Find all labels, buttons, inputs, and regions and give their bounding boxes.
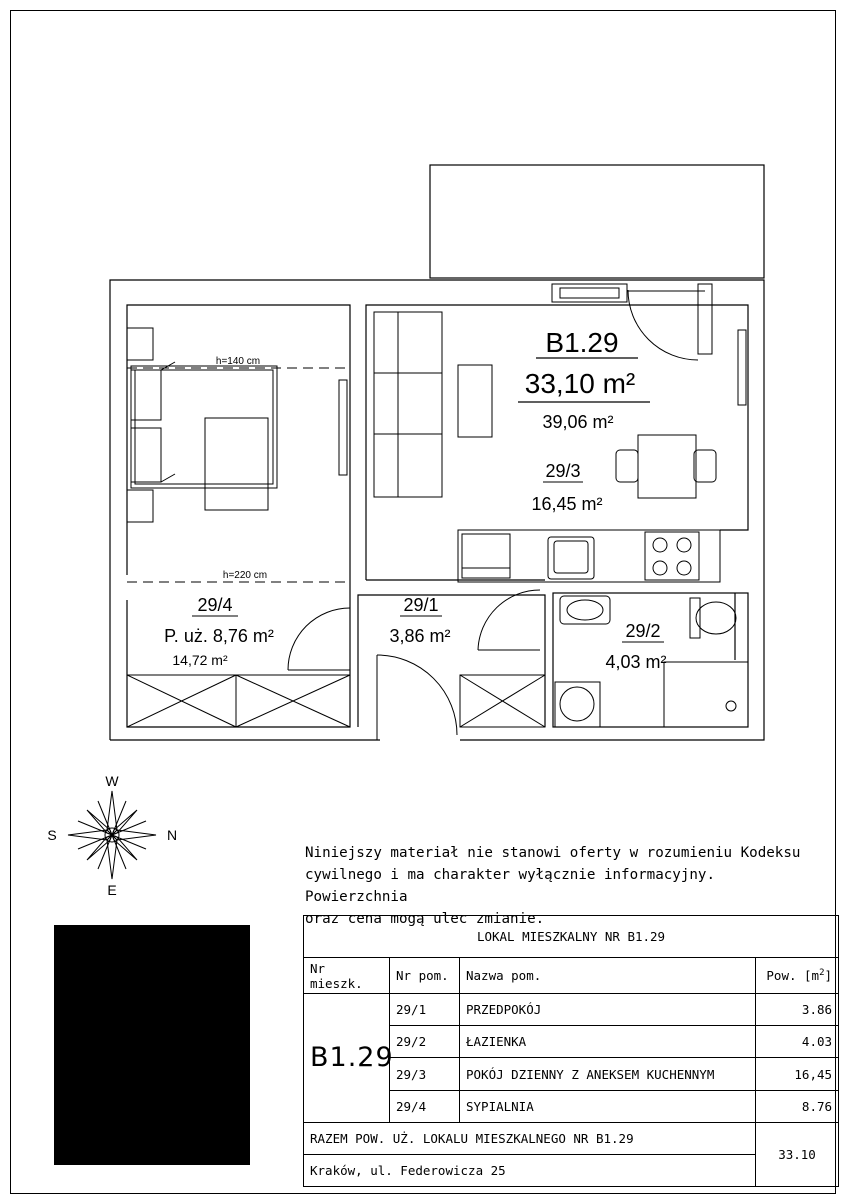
room-29-3-id: 29/3 [545, 461, 581, 481]
height-label-220: h=220 cm [222, 570, 268, 581]
row-room-name: POKÓJ DZIENNY Z ANEKSEM KUCHENNYM [460, 1058, 756, 1090]
room-29-4-extra-area: 14,72 m² [172, 652, 228, 668]
compass-rose [47, 773, 177, 898]
row-area: 8.76 [756, 1090, 839, 1122]
bedroom-wardrobe [127, 675, 350, 727]
table-title: LOKAL MIESZKALNY NR B1.29 [304, 916, 839, 958]
row-room-name: SYPIALNIA [460, 1090, 756, 1122]
room-29-2-area: 4,03 m² [605, 652, 667, 672]
apartment-code-cell: B1.29 [304, 994, 390, 1122]
unit-code: B1.29 [545, 327, 619, 358]
balcony-outline [430, 165, 764, 278]
height-label-140: h=140 cm [215, 356, 261, 367]
black-block [54, 925, 250, 1165]
room-29-4-id: 29/4 [197, 595, 233, 615]
unit-total-area: 39,06 m² [542, 412, 614, 432]
row-room-no: 29/1 [390, 994, 460, 1026]
row-room-no: 29/2 [390, 1026, 460, 1058]
compass-north: N [166, 827, 178, 843]
bedroom-door [288, 608, 350, 670]
room-29-3-area: 16,45 m² [531, 494, 603, 514]
kitchen-counter [458, 530, 720, 582]
row-area: 16,45 [756, 1058, 839, 1090]
row-area: 4.03 [756, 1026, 839, 1058]
row-room-no: 29/3 [390, 1058, 460, 1090]
row-area: 3.86 [756, 994, 839, 1026]
balcony-door [628, 284, 712, 360]
room-29-1-area: 3,86 m² [389, 626, 451, 646]
row-room-name: PRZEDPOKÓJ [460, 994, 756, 1026]
compass-east: E [107, 882, 117, 898]
header-room-no: Nr pom. [390, 958, 460, 994]
hall-doors [377, 590, 545, 740]
apartment-info-table [303, 915, 839, 1187]
compass-west: W [105, 773, 119, 789]
disclaimer-text: Niniejszy materiał nie stanowi oferty w rozumieniu Kodeksu cywilnego i ma charakter wyłącznie informacyjny. Powierzchnia oraz cena mogą ulec zmianie. [305, 845, 801, 927]
room-29-2-id: 29/2 [625, 621, 661, 641]
compass-south: S [47, 827, 57, 843]
unit-usable-area: 33,10 m² [524, 368, 636, 399]
header-apartment-no: Nr mieszk. [304, 958, 390, 994]
row-room-no: 29/4 [390, 1090, 460, 1122]
address: Kraków, ul. Federowicza 25 [304, 1154, 756, 1186]
total-label: RAZEM POW. UŻ. LOKALU MIESZKALNEGO NR B1.29 [304, 1122, 756, 1154]
row-room-name: ŁAZIENKA [460, 1026, 756, 1058]
height-lines [127, 368, 350, 582]
header-area: Pow. $[m^2]$ [756, 958, 839, 994]
header-room-name: Nazwa pom. [460, 958, 756, 994]
total-value: 33.10 [756, 1122, 839, 1186]
room-29-4-area: P. uż. 8,76 m² [164, 626, 274, 646]
room-29-1-id: 29/1 [403, 595, 439, 615]
